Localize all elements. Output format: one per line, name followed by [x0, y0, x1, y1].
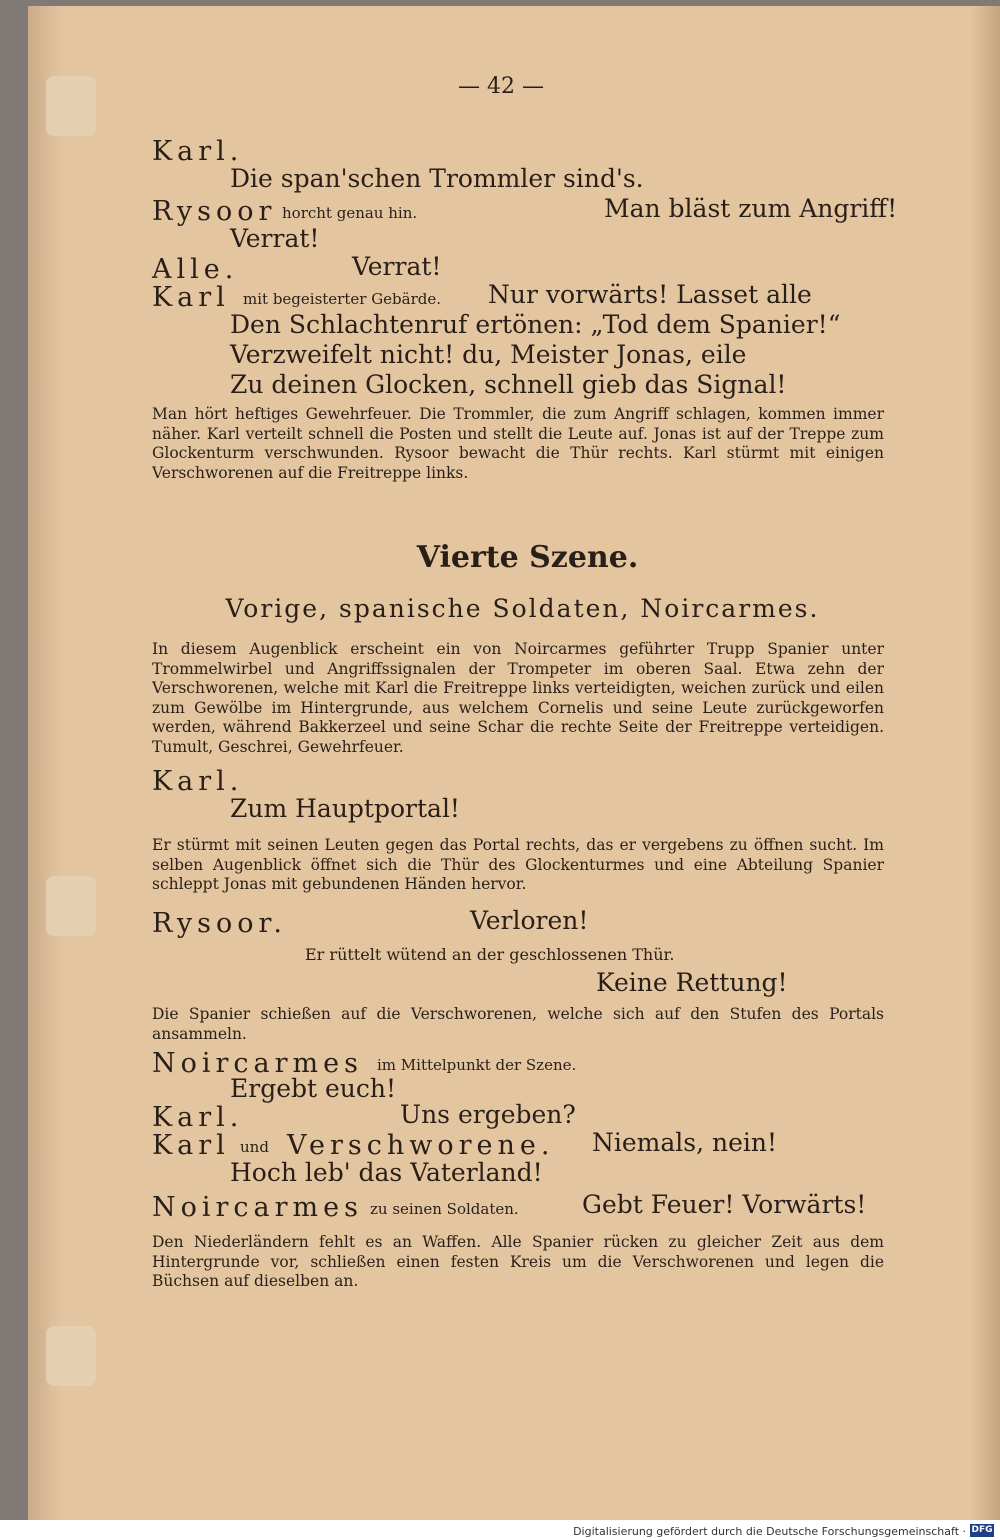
stage-direction-inline: im Mittelpunkt der Szene.: [377, 1056, 577, 1074]
dialogue-line: Verzweifelt nicht! du, Meister Jonas, eile: [230, 340, 747, 369]
footer-credit: Digitalisierung gefördert durch die Deutsche Forschungsgemeinschaft ·: [573, 1525, 966, 1538]
stage-direction: Die Spanier schießen auf die Verschworenen, welche sich auf den Stufen des Portals ansammeln.: [152, 1005, 884, 1043]
dialogue-line: Verrat!: [230, 224, 320, 253]
stage-direction-inline: Er rüttelt wütend an der geschlossenen Thür.: [305, 945, 675, 964]
stage-direction-inline: und: [240, 1138, 269, 1156]
speaker-karl: Karl.: [152, 766, 244, 797]
speaker-noircarmes: Noircarmes: [152, 1192, 363, 1223]
dialogue-line: Gebt Feuer! Vorwärts!: [582, 1190, 867, 1219]
scene-title: Vierte Szene.: [416, 540, 639, 575]
dialogue-line: Verloren!: [470, 906, 589, 935]
dialogue-line: Verrat!: [352, 252, 442, 281]
stage-direction: Den Niederländern fehlt es an Waffen. Alle Spanier rücken zu gleicher Zeit aus dem Hintergrunde vor, schließen einen festen Kreis um die Verschworenen und legen die Büchsen auf dieselben an.: [152, 1233, 884, 1290]
dialogue-line: Uns ergeben?: [400, 1100, 576, 1129]
dialogue-line: Zum Hauptportal!: [230, 794, 460, 823]
dialogue-line: Zu deinen Glocken, schnell gieb das Signal!: [230, 370, 787, 399]
speaker-noircarmes: Noircarmes: [152, 1048, 363, 1079]
speaker-karl: Karl.: [152, 136, 244, 167]
dialogue-line: Ergebt euch!: [230, 1074, 397, 1103]
stage-direction: Er stürmt mit seinen Leuten gegen das Portal rechts, das er vergebens zu öffnen sucht. Im selben Augenblick öffnet sich die Thür des Glockenturmes und eine Abteilung Spanier schleppt Jonas mit gebundenen Händen hervor.: [152, 836, 884, 893]
speaker-karl: Karl: [152, 282, 230, 313]
book-page: [28, 6, 1000, 1520]
dialogue-line: Hoch leb' das Vaterland!: [230, 1158, 543, 1187]
speaker-verschworene: Verschworene.: [287, 1130, 555, 1161]
speaker-rysoor: Rysoor: [152, 196, 277, 227]
dialogue-line: Man bläst zum Angriff!: [604, 194, 898, 223]
scene-cast: Vorige, spanische Soldaten, Noircarmes.: [225, 594, 820, 623]
speaker-karl: Karl: [152, 1130, 230, 1161]
stage-direction: Man hört heftiges Gewehrfeuer. Die Trommler, die zum Angriff schlagen, kommen immer näher. Karl verteilt schnell die Posten und stellt die Leute auf. Jonas ist auf der Treppe zum Glockenturm verschwunden. Rysoor bewacht die Thür rechts. Karl stürmt mit einigen Verschworenen auf die Freitreppe links.: [152, 405, 884, 482]
dialogue-line: Den Schlachtenruf ertönen: „Tod dem Spanier!“: [230, 310, 841, 339]
stage-direction-inline: horcht genau hin.: [282, 204, 418, 222]
dialogue-line: Die span'schen Trommler sind's.: [230, 164, 644, 193]
dialogue-line: Nur vorwärts! Lasset alle: [488, 280, 812, 309]
speaker-rysoor: Rysoor.: [152, 908, 287, 939]
dfg-logo: DFG: [971, 1525, 993, 1535]
speaker-karl: Karl.: [152, 1102, 244, 1133]
page-tab-mark: [46, 876, 96, 936]
page-tab-mark: [46, 1326, 96, 1386]
stage-direction: In diesem Augenblick erscheint ein von Noircarmes geführter Trupp Spanier unter Trommelwirbel und Angriffssignalen der Trompeter im oberen Saal. Etwa zehn der Verschworenen, welche mit Karl die Freitreppe links verteidigten, weichen zurück und eilen zum Gewölbe im Hintergrunde, aus welchem Cornelis und seine Leute zurückgeworfen werden, während Bakkerzeel und seine Schar die rechte Seite der Freitreppe verteidigen. Tumult, Geschrei, Gewehrfeuer.: [152, 640, 884, 756]
speaker-alle: Alle.: [152, 254, 239, 285]
page-tab-mark: [46, 76, 96, 136]
dialogue-line: Niemals, nein!: [592, 1128, 778, 1157]
dialogue-line: Keine Rettung!: [596, 968, 788, 997]
page-number: — 42 —: [458, 74, 544, 99]
stage-direction-inline: zu seinen Soldaten.: [370, 1200, 519, 1218]
stage-direction-inline: mit begeisterter Gebärde.: [243, 290, 442, 308]
